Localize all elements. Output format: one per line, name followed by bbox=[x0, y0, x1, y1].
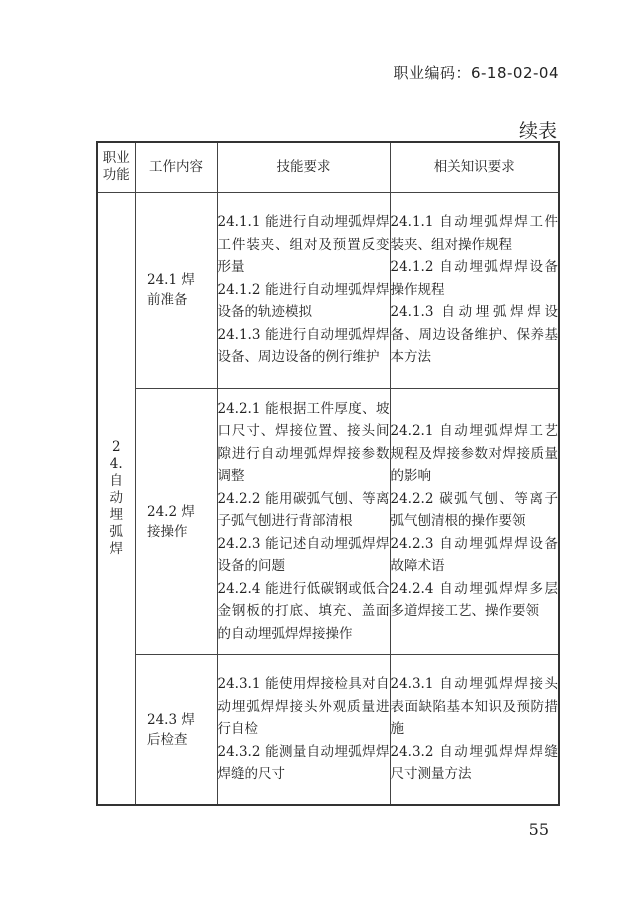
content-label: 24.1 焊前准备 bbox=[147, 272, 195, 309]
knowledge-item: 24.2.4 自动埋弧焊焊多层多道焊接工艺、操作要领 bbox=[390, 580, 558, 620]
content-label: 24.2 焊接操作 bbox=[147, 503, 195, 540]
knowledge-item: 24.3.2 自动埋弧焊焊焊缝尺寸测量方法 bbox=[390, 743, 558, 783]
knowledge-item: 24.3.1 自动埋弧焊焊接头表面缺陷基本知识及预防措施 bbox=[390, 676, 558, 738]
skills-cell bbox=[217, 655, 390, 805]
skills-cell bbox=[217, 388, 390, 654]
skill-item: 24.1.3 能进行自动埋弧焊焊设备、周边设备的例行维护 bbox=[217, 326, 390, 366]
occupation-code: 职业编码：6-18-02-04 bbox=[393, 64, 559, 82]
knowledge-cell bbox=[390, 192, 559, 388]
content-cell bbox=[135, 655, 217, 805]
knowledge-item: 24.1.2 自动埋弧焊焊设备操作规程 bbox=[390, 259, 558, 298]
skill-item: 24.1.2 能进行自动埋弧焊焊设备的轨迹模拟 bbox=[217, 281, 390, 321]
skills-cell bbox=[217, 192, 390, 388]
table-row bbox=[97, 388, 559, 654]
knowledge-cell bbox=[390, 655, 559, 805]
knowledge-item: 24.2.1 自动埋弧焊焊工艺规程及焊接参数对焊接质量的影响 bbox=[390, 423, 558, 485]
skill-item: 24.3.1 能使用焊接检具对自动埋弧焊焊接头外观质量进行自检 bbox=[217, 676, 390, 738]
header-skills: 技能要求 bbox=[217, 142, 390, 192]
function-label: 24. 自动埋弧焊 bbox=[109, 438, 123, 557]
skill-item: 24.2.4 能进行低碳钢或低合金钢板的打底、填充、盖面的自动埋弧焊焊接操作 bbox=[217, 580, 390, 642]
skill-item: 24.2.3 能记述自动埋弧焊焊设备的问题 bbox=[217, 535, 390, 575]
function-cell bbox=[97, 192, 135, 805]
requirements-table bbox=[96, 141, 560, 806]
knowledge-cell bbox=[390, 388, 559, 654]
knowledge-item: 24.2.3 自动埋弧焊焊设备故障术语 bbox=[390, 535, 558, 575]
skill-item: 24.2.1 能根据工件厚度、坡口尺寸、焊接位置、接头间隙进行自动埋弧焊焊接参数调整 bbox=[217, 400, 390, 485]
skill-item: 24.2.2 能用碳弧气刨、等离子弧气刨进行背部清根 bbox=[217, 490, 390, 530]
skill-item: 24.1.1 能进行自动埋弧焊焊工件装夹、组对及预置反变形量 bbox=[217, 214, 390, 276]
knowledge-item: 24.2.2 碳弧气刨、等离子弧气刨清根的操作要领 bbox=[390, 490, 558, 530]
content-label: 24.3 焊后检查 bbox=[147, 711, 195, 748]
header-knowledge: 相关知识要求 bbox=[390, 142, 559, 192]
table-header-row bbox=[97, 142, 559, 192]
content-cell bbox=[135, 388, 217, 654]
table-row bbox=[97, 192, 559, 388]
continued-label: 续表 bbox=[518, 120, 557, 142]
knowledge-item: 24.1.3 自动埋弧焊焊设备、周边设备维护、保养基本方法 bbox=[390, 304, 558, 366]
page-number: 55 bbox=[528, 820, 549, 839]
header-function: 职业功能 bbox=[97, 142, 135, 192]
knowledge-item: 24.1.1 自动埋弧焊焊工件装夹、组对操作规程 bbox=[390, 214, 558, 253]
skill-item: 24.3.2 能测量自动埋弧焊焊焊缝的尺寸 bbox=[217, 743, 390, 783]
table-row bbox=[97, 655, 559, 805]
header-content: 工作内容 bbox=[135, 142, 217, 192]
content-cell bbox=[135, 192, 217, 388]
